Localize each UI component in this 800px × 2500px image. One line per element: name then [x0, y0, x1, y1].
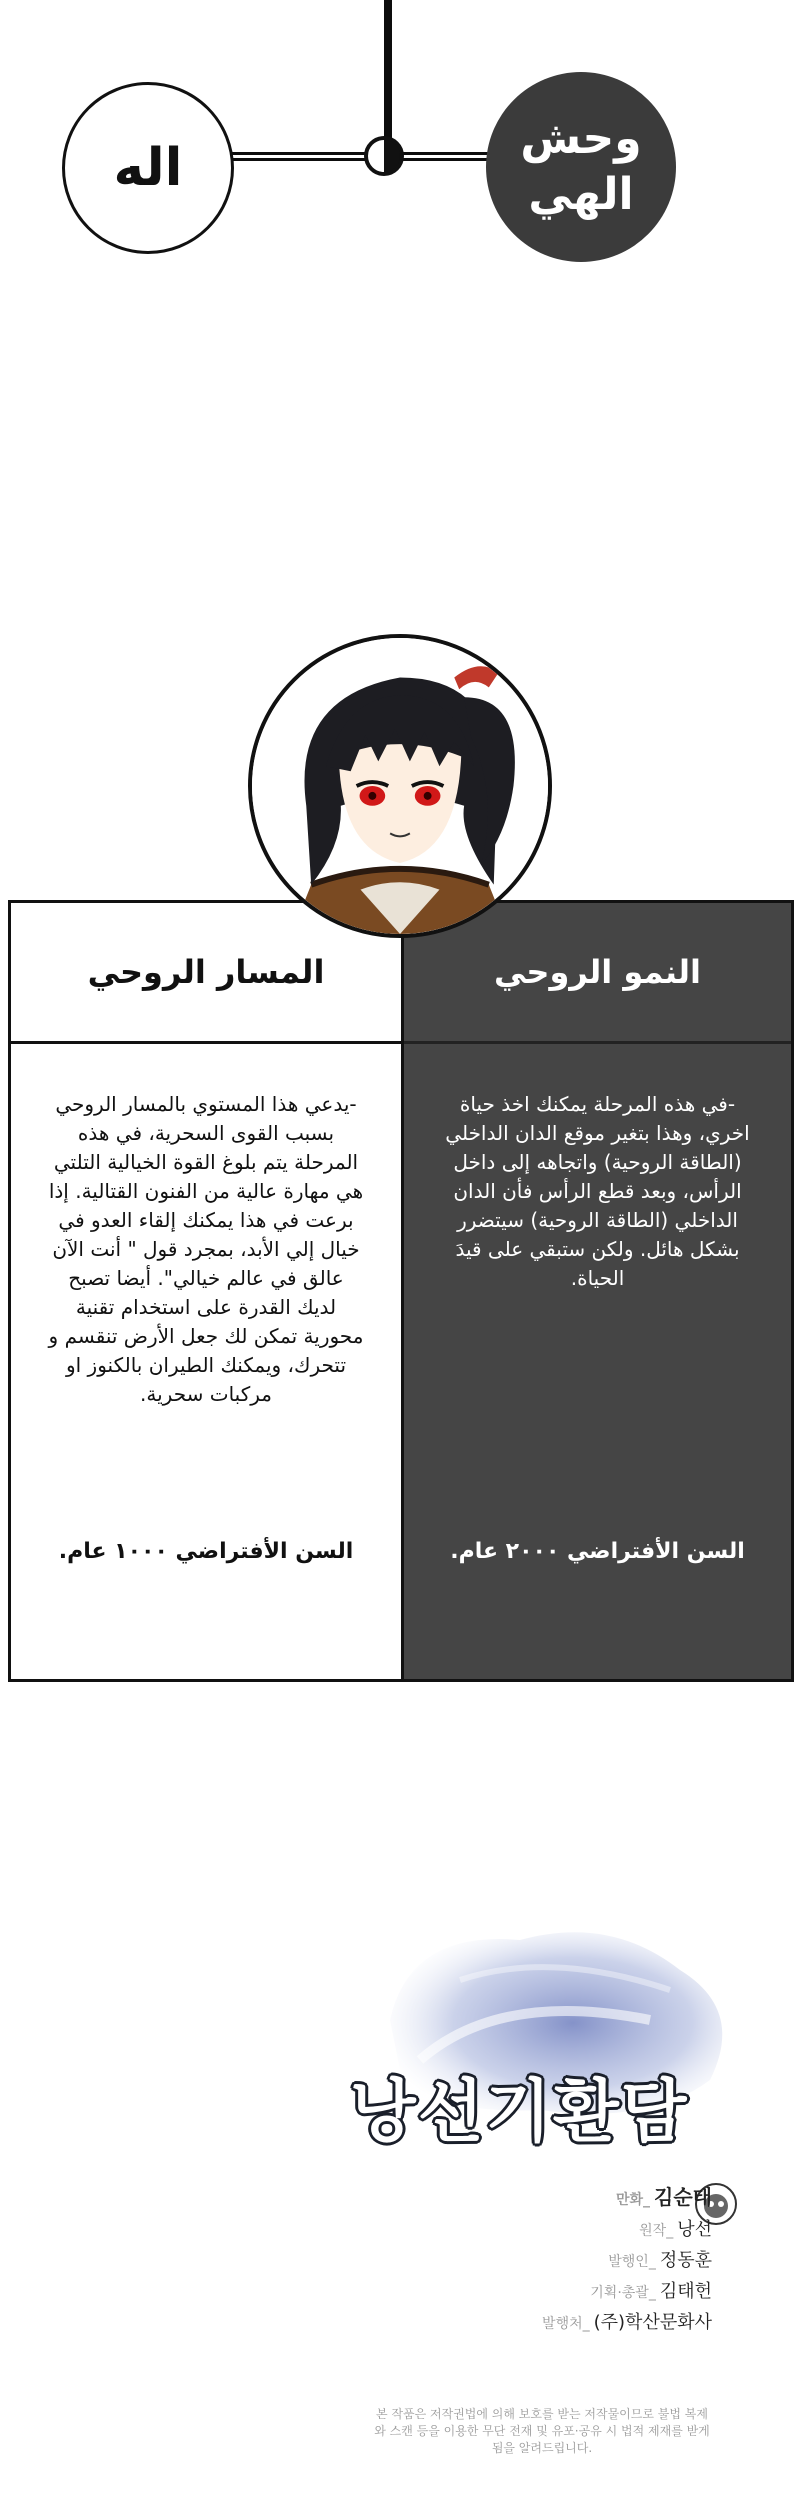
credit-planning: [542, 2277, 712, 2308]
character-avatar: [248, 634, 552, 938]
credit-company: [542, 2308, 712, 2339]
yin-yang-node-icon: [364, 136, 404, 176]
diagram-vertical-line: [384, 0, 392, 158]
spiritual-growth-title: النمو الروحي: [404, 903, 791, 1044]
realm-comparison-table: [8, 900, 794, 1682]
god-circle: [62, 82, 234, 254]
credit-original-label: 원작_: [639, 2223, 674, 2239]
character-portrait-icon: [252, 638, 548, 934]
spiritual-growth-column: [401, 903, 791, 1679]
credit-planning-label: 기획·총괄_: [590, 2285, 656, 2301]
credits-block: [542, 2182, 712, 2339]
credit-publisher: [542, 2246, 712, 2277]
divine-beast-label-2: الهي: [528, 169, 634, 220]
copyright-notice: 본 작품은 저작권법에 의해 보호를 받는 저작물이므로 불법 복제와 스캔 등을 이용한 무단 전재 및 유포·공유 시 법적 제재를 받게 됨을 알려드립니다.: [374, 2407, 710, 2455]
spiritual-growth-description: -في هذه المرحلة يمكنك اخذ حياة اخري، وهذا بتغير موقع الدان الداخلي (الطاقة الروحية) واتجاهه إلى داخل الرأس، وبعد قطع الرأس فأن الدان الداخلي (الطاقة الروحية) سيتضرر بشكل هائل. ولكن ستبقي على قيدَ الحياة.: [445, 1092, 750, 1290]
divine-beast-label-1: وحش: [520, 113, 642, 164]
credit-art-label: 만화_: [615, 2192, 651, 2208]
series-title-logo: 낭선기환담: [350, 2073, 689, 2152]
diagram-link-right: [402, 152, 492, 161]
credit-company-name: (주)학산문화사: [593, 2312, 712, 2333]
spiritual-path-description: -يدعي هذا المستوي بالمسار الروحي بسبب القوى السحرية، في هذه المرحلة يتم بلوغ القوة الخيالية التلتي هي مهارة عالية من الفنون القتالية. إذا برعت في هذا يمكنك إلقاء العدو في خيال إلي الأبد، بمجرد قول " أنت الآن عالق في عالم خيالي". أيضا تصبح لديك القدرة على استخدام تقنية محورية تمكن لك جعل الأرض تنقسم و تتحرك، ويمكنك الطيران بالكنوز او مركبات سحرية.: [48, 1092, 364, 1406]
god-label: اله: [113, 138, 183, 198]
divine-beast-circle: [486, 72, 676, 262]
credit-art-name: 김순태: [654, 2185, 712, 2209]
spiritual-path-title: المسار الروحي: [11, 903, 401, 1044]
credit-publisher-label: 발행인_: [608, 2254, 656, 2270]
credit-publisher-name: 정동훈: [659, 2250, 712, 2271]
spiritual-path-age: السن الأفتراضي ١٠٠٠ عام.: [58, 1539, 354, 1564]
spiritual-path-column: [11, 903, 401, 1679]
credit-original-name: 낭선: [677, 2219, 712, 2240]
spiritual-growth-age: السن الأفتراضي ٢٠٠٠ عام.: [450, 1539, 745, 1564]
diagram-link-left: [230, 152, 372, 161]
credit-original: [542, 2215, 712, 2246]
credit-planning-name: 김태헌: [659, 2281, 712, 2302]
credit-company-label: 발행처_: [542, 2316, 590, 2332]
credit-art: [542, 2182, 712, 2215]
